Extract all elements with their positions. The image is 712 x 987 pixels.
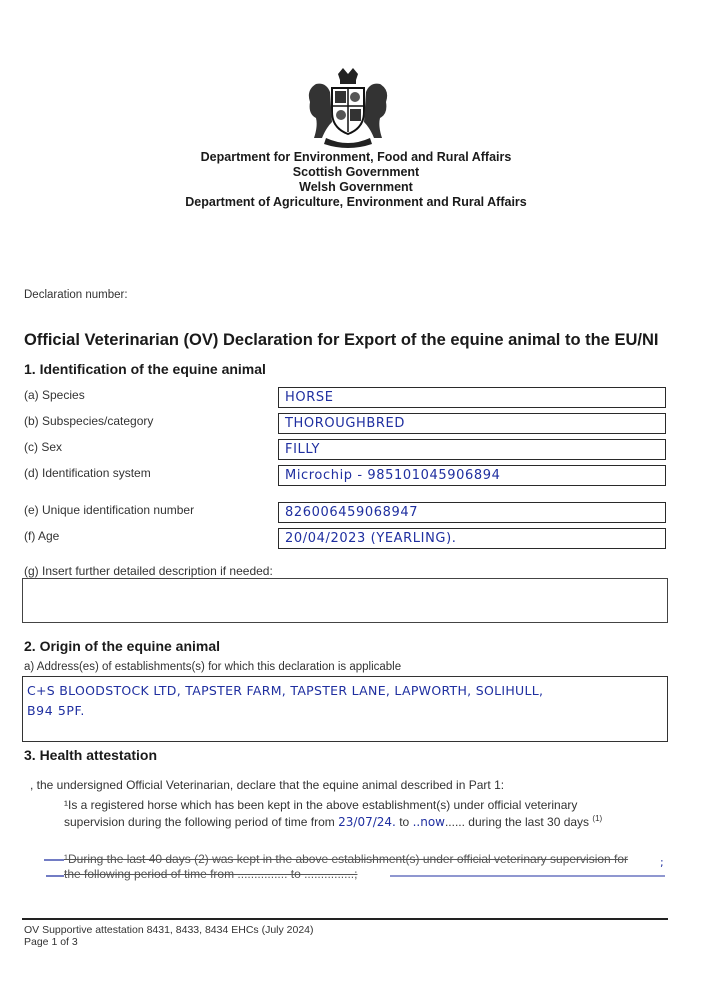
svg-text:;: ; (660, 856, 664, 869)
species-field[interactable] (278, 387, 666, 408)
further-description-label: (g) Insert further detailed description if needed: (24, 564, 273, 578)
clause-text: ...... during the last 30 days (444, 815, 590, 829)
attestation-intro: , the undersigned Official Veterinarian, declare that the equine animal described in Part 1: (30, 778, 505, 792)
age-field[interactable] (278, 528, 666, 549)
subspecies-label: (b) Subspecies/category (24, 414, 154, 428)
section-1-heading: 1. Identification of the equine animal (24, 361, 266, 377)
age-label: (f) Age (24, 529, 60, 543)
address-line-1: C+S BLOODSTOCK LTD, TAPSTER FARM, TAPSTER LANE, LAPWORTH, SOLIHULL, (27, 683, 544, 698)
unique-id-label: (e) Unique identification number (24, 503, 195, 517)
attestation-clause-1-line-1: ¹Is a registered horse which has been kept in the above establishment(s) under official veterinary (64, 798, 578, 812)
section-2-heading: 2. Origin of the equine animal (24, 638, 221, 654)
identification-system-value: Microchip - 985101045906894 (285, 468, 501, 483)
attestation-clause-2-line-2: the following period of time from ............... to ...............; (64, 867, 358, 881)
unique-id-value: 826006459068947 (285, 505, 419, 520)
sex-label: (c) Sex (24, 440, 63, 454)
department-name: Department of Agriculture, Environment and Rural Affairs (185, 195, 527, 209)
footnote-marker: (1) (592, 814, 603, 823)
declaration-number-label: Declaration number: (24, 289, 128, 301)
attestation-clause-2-line-1: ¹During the last 40 days (2) was kept in the above establishment(s) under official veterinary supervision for (64, 852, 629, 866)
subspecies-field[interactable] (278, 413, 666, 434)
address-label: a) Address(es) of establishments(s) for which this declaration is applicable (24, 661, 402, 673)
department-name: Scottish Government (292, 165, 420, 179)
from-date[interactable]: 23/07/24. (338, 815, 396, 829)
to-date[interactable]: ..now (412, 815, 445, 829)
identification-system-label: (d) Identification system (24, 466, 151, 480)
species-label: (a) Species (24, 388, 85, 402)
footer-attestation: OV Supportive attestation 8431, 8433, 8434 EHCs (July 2024) (24, 924, 314, 936)
address-field[interactable] (22, 676, 668, 742)
address-line-2: B94 5PF. (27, 703, 85, 718)
age-value: 20/04/2023 (YEARLING). (285, 531, 457, 546)
clause-text: supervision during the following period of time from (64, 815, 335, 829)
strikethrough-marks (40, 852, 670, 882)
attestation-clause-1-line-2 (64, 814, 602, 829)
subspecies-value: THOROUGHBRED (285, 416, 405, 431)
department-name: Welsh Government (299, 180, 413, 194)
footer-divider (22, 918, 668, 920)
unique-id-field[interactable] (278, 502, 666, 523)
royal-coat-of-arms-icon (298, 66, 398, 148)
species-value: HORSE (285, 390, 334, 405)
further-description-field[interactable] (22, 578, 668, 623)
footer-page-number: Page 1 of 3 (24, 936, 78, 948)
clause-text: to (399, 815, 410, 829)
sex-field[interactable] (278, 439, 666, 460)
sex-value: FILLY (285, 442, 321, 457)
section-3-heading: 3. Health attestation (24, 747, 158, 763)
department-name: Department for Environment, Food and Rural Affairs (200, 150, 512, 164)
identification-system-field[interactable] (278, 465, 666, 486)
page-title: Official Veterinarian (OV) Declaration for Export of the equine animal to the EU/NI (24, 331, 659, 349)
